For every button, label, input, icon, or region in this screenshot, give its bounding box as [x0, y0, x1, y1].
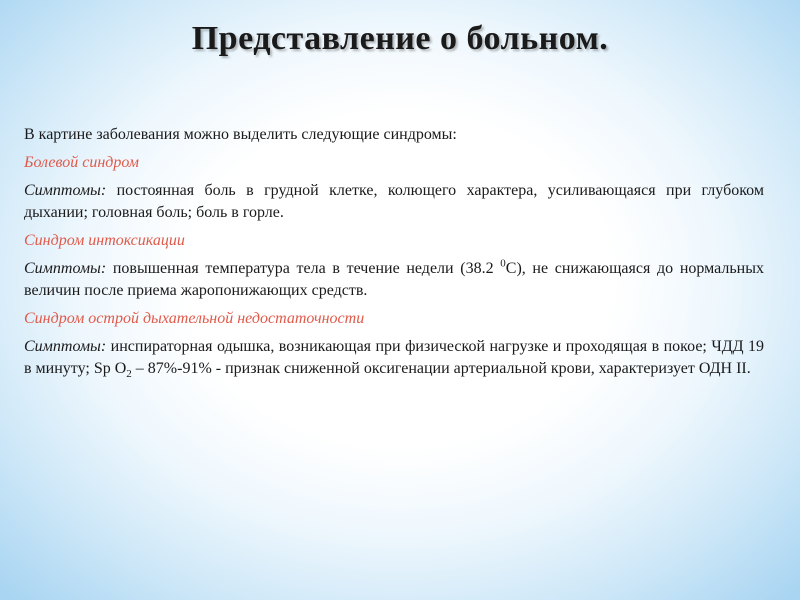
syndrome-heading-pain: Болевой синдром	[24, 154, 139, 171]
symptoms-text-part1: повышенная температура тела в течение недели (38.2	[106, 260, 501, 277]
symptoms-pain	[24, 180, 764, 224]
degree-superscript: 0	[500, 257, 506, 270]
oxygen-subscript: 2	[126, 368, 132, 381]
symptoms-respiratory	[24, 336, 764, 380]
syndrome-heading-respiratory: Синдром острой дыхательной недостаточности	[24, 310, 365, 327]
symptoms-label: Симптомы:	[24, 338, 107, 355]
symptoms-label: Симптомы:	[24, 260, 107, 277]
slide-body	[24, 124, 764, 386]
symptoms-intoxication	[24, 258, 764, 302]
symptoms-text-part2: С), не снижающаяся до нормальных величин после приема жаропонижающих средств.	[24, 260, 764, 299]
symptoms-text-part2: – 87%-91% - признак сниженной оксигенации артериальной крови, характеризует ОДН II.	[131, 360, 751, 377]
intro-text: В картине заболевания можно выделить следующие синдромы:	[24, 126, 457, 143]
symptoms-text-part1: инспираторная одышка, возникающая при физической нагрузке и проходящая в покое; ЧДД 19 в минуту; Sp O	[24, 338, 764, 377]
syndrome-heading-intoxication: Синдром интоксикации	[24, 232, 185, 249]
symptoms-text: постоянная боль в грудной клетке, колющего характера, усиливающаяся при глубоком дыхании; головная боль; боль в горле.	[24, 182, 764, 221]
symptoms-label: Симптомы:	[24, 182, 107, 199]
slide-title: Представление о больном.	[191, 20, 609, 57]
